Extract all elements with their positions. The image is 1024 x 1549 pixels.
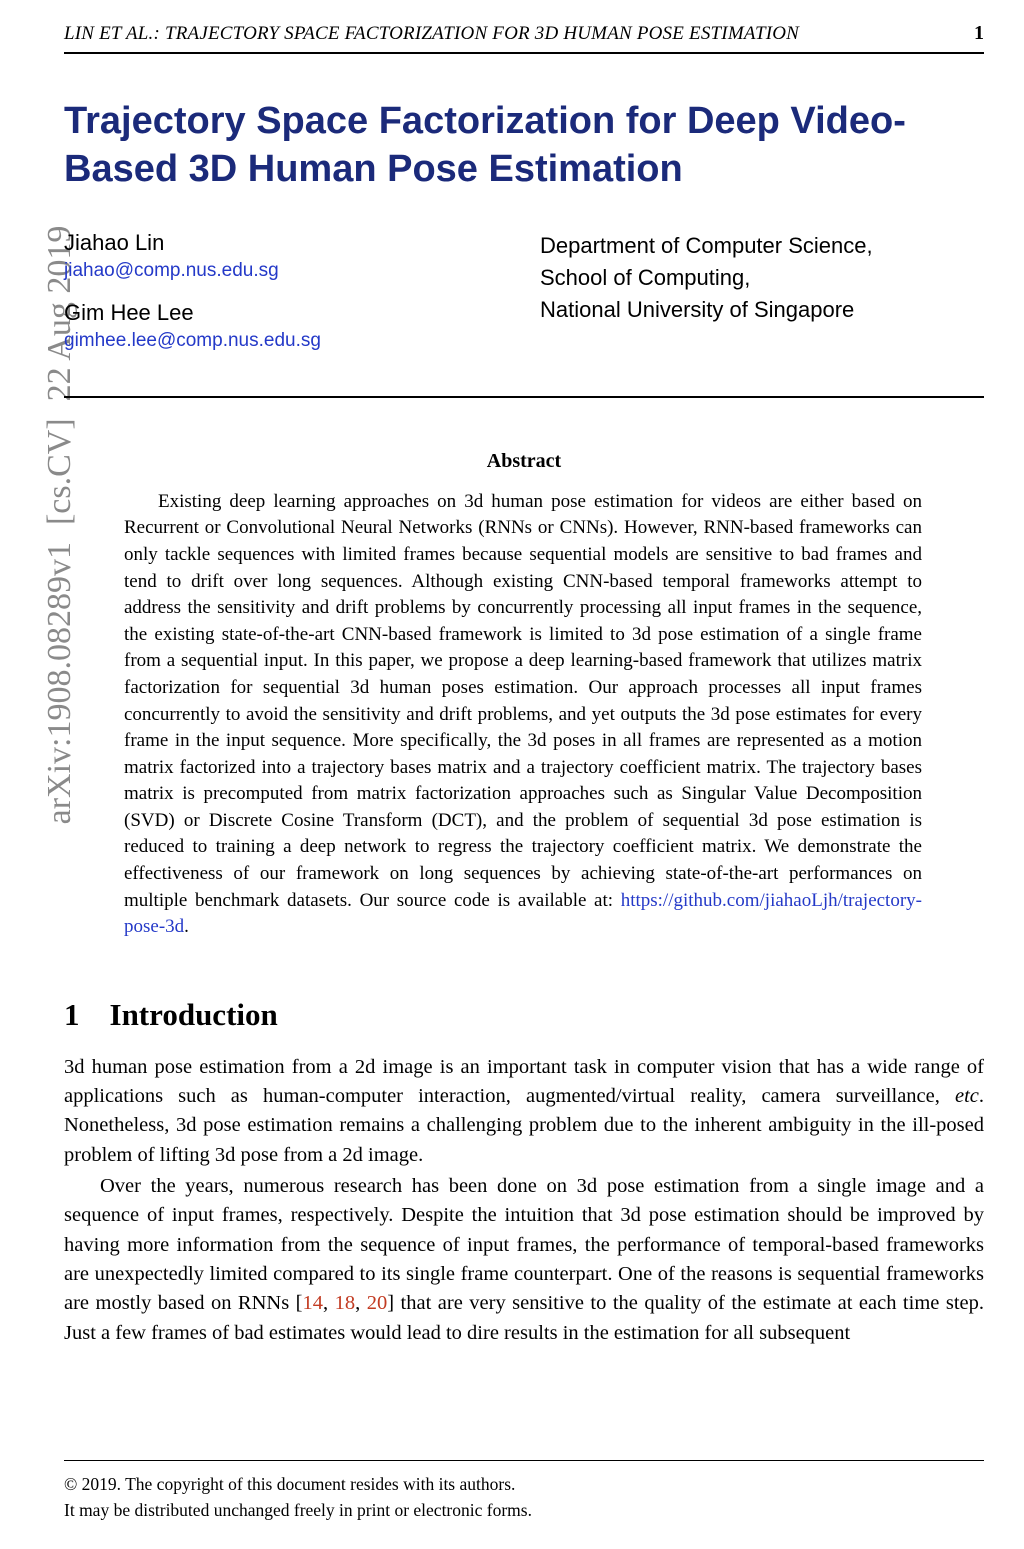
- footer: [64, 1460, 984, 1524]
- author-email-link[interactable]: gimhee.lee@comp.nus.edu.sg: [64, 329, 321, 351]
- page-number: 1: [974, 22, 984, 44]
- abstract-text: [64, 489, 984, 941]
- footer-copyright-line: © 2019. The copyright of this document resides with its authors.: [64, 1473, 516, 1494]
- affiliation-line: National University of Singapore: [540, 296, 855, 322]
- section-number: 1: [64, 996, 80, 1032]
- github-link[interactable]: https://github.com/jiahaoLjh/trajectory-pose-3d: [124, 889, 922, 938]
- author-name: Gim Hee Lee: [64, 299, 194, 325]
- authors-column: [64, 230, 540, 370]
- divider: [64, 396, 984, 398]
- text-segment: ,: [323, 1292, 335, 1315]
- abstract-heading: Abstract: [486, 449, 562, 472]
- section-title: Introduction: [109, 996, 278, 1032]
- footer-distribution-line: It may be distributed unchanged freely in print or electronic forms.: [64, 1499, 532, 1520]
- section-heading: [64, 997, 984, 1033]
- intro-paragraph: [64, 1172, 984, 1348]
- page-header: [64, 0, 984, 54]
- text-segment: Existing deep learning approaches on 3d human pose estimation for videos are either based on Recurrent or Convolutional Neural Networks (RNNs or CNNs). However, RNN-based frameworks can only tackle sequences with limited frames because sequential models are sensitive to bad frames and tend to drift over long sequences. Although existing CNN-based temporal frameworks attempt to address the sensitivity and drift problems by concurrently processing all input frames in the sequence, the existing state-of-the-art CNN-based framework is limited to 3d pose estimation of a single frame from a sequential input. In this paper, we propose a deep learning-based framework that utilizes matrix factorization for sequential 3d human poses estimation. Our approach processes all input frames concurrently to avoid the sensitivity and drift problems, and yet outputs the 3d pose estimates for every frame in the input sequence. More specifically, the 3d poses in all frames are represented as a motion matrix factorized into a trajectory bases matrix and a trajectory coefficient matrix. The trajectory bases matrix is precomputed from matrix factorization approaches such as Singular Value Decomposition (SVD) or Discrete Cosine Transform (DCT), and the problem of sequential 3d pose estimation is reduced to training a deep network to regress the trajectory coefficient matrix. We demonstrate the effectiveness of our framework on long sequences by achieving state-of-the-art performances on multiple benchmark datasets. Our source code is available at:: [124, 490, 922, 911]
- citation-18[interactable]: 18: [334, 1292, 356, 1315]
- arxiv-watermark: arXiv:1908.08289v1 [cs.CV] 22 Aug 2019: [41, 225, 78, 825]
- citation-14[interactable]: 14: [302, 1292, 324, 1315]
- text-segment: Over the years, numerous research has been done on 3d pose estimation from a single image and a sequence of input frames, respectively. Despite the intuition that 3d pose estimation should be improved by having more information from the sequence of input frames, the performance of temporal-based frameworks are unexpectedly limited compared to its single frame counterpart. One of the reasons is sequential frameworks are mostly based on RNNs [: [64, 1175, 984, 1315]
- intro-paragraph: [64, 1053, 984, 1170]
- text-segment: ,: [355, 1292, 367, 1315]
- running-title: LIN ET AL.: TRAJECTORY SPACE FACTORIZATION FOR 3D HUMAN POSE ESTIMATION: [64, 23, 800, 44]
- affiliation-line: Department of Computer Science,: [540, 232, 873, 258]
- text-segment: .: [184, 916, 189, 938]
- text-segment: ] that are very sensitive to the quality of the estimate at each time step. Just a few frames of bad estimates would lead to dire results in the estimation for all subsequent: [64, 1292, 984, 1344]
- text-segment: etc: [954, 1085, 979, 1108]
- paper-title: Trajectory Space Factorization for Deep Video-Based 3D Human Pose Estimation: [64, 100, 906, 190]
- citation-20[interactable]: 20: [366, 1292, 388, 1315]
- text-segment: . Nonetheless, 3d pose estimation remains a challenging problem due to the inherent ambiguity in the ill-posed problem of lifting 3d pose from a 2d image.: [64, 1085, 984, 1166]
- author-email-link[interactable]: jiahao@comp.nus.edu.sg: [64, 259, 279, 281]
- author-block: [64, 230, 984, 370]
- text-segment: 3d human pose estimation from a 2d image is an important task in computer vision that has a wide range of applications such as human-computer interaction, augmented/virtual reality, camera surveillance,: [64, 1055, 984, 1108]
- author-name: Jiahao Lin: [64, 229, 165, 255]
- affiliation-column: [540, 230, 984, 370]
- affiliation-line: School of Computing,: [540, 264, 751, 290]
